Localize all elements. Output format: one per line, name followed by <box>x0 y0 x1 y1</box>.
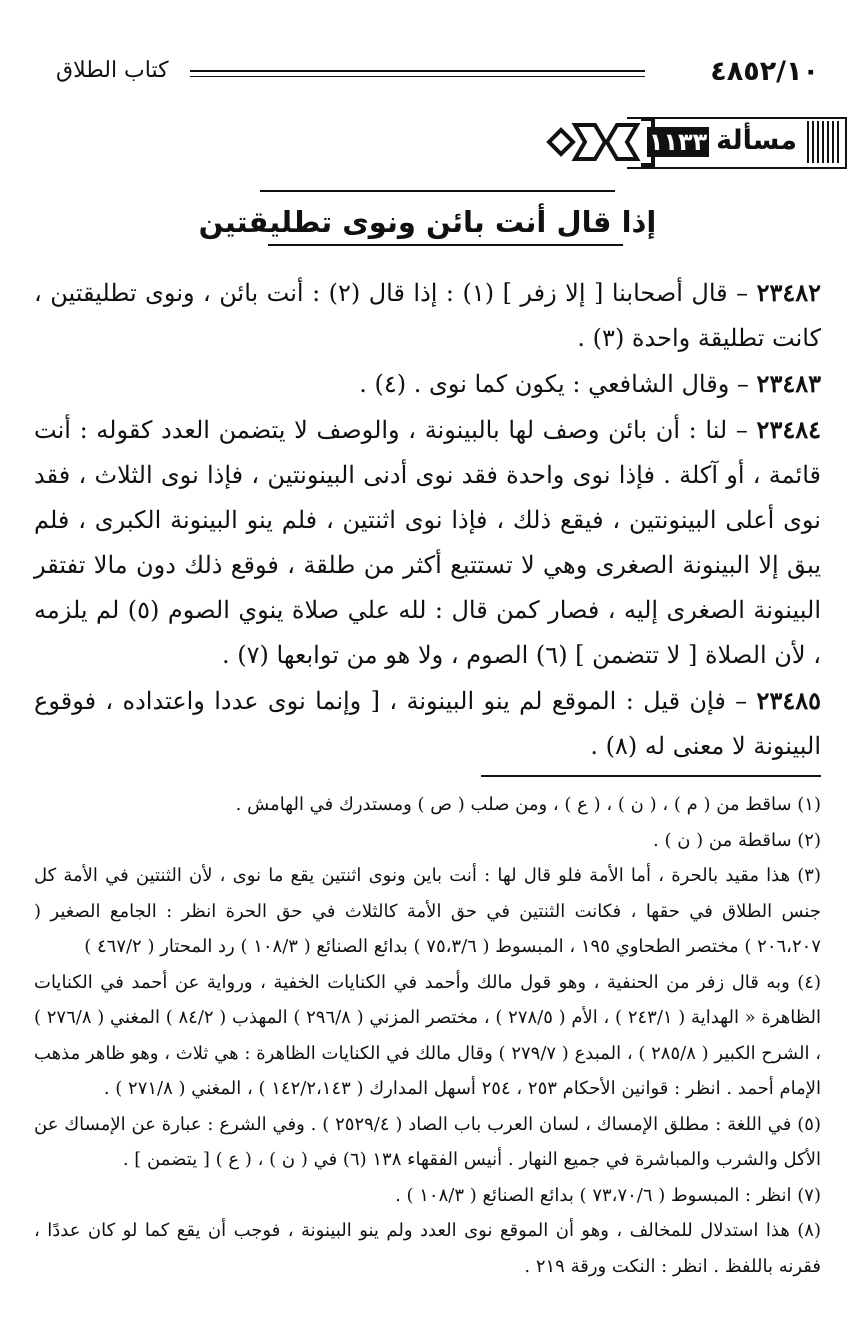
paragraph-text: – وقال الشافعي : يكون كما نوى . (٤) . <box>359 370 757 398</box>
paragraph-number: ٢٣٤٨٤ <box>756 415 821 444</box>
footnote: (٤) وبه قال زفر من الحنفية ، وهو قول مالك وأحمد في الكنايات الخفية ، ورواية عن أحمد في الكنايات الظاهرة « الهداية ( ٢٤٣/١ ) ، الأم ( ٢٧٨/٥ ) ، مختصر المزني ( ٢٩٦/٨ ) المهذب ( ٨٤/٢ ) المغني ( ٢٧٦/٨ ) ، الشرح الكبير ( ٢٨٥/٨ ) ، المبدع ( ٢٧٩/٧ ) وقال مالك في الكنايات الظاهرة : هي ثلاث ، وهو ظاهر مذهب الإمام أحمد . انظر : قوانين الأحكام ٢٥٣ ، ٢٥٤ أسهل المدارك ( ١٤٢/٢،١٤٣ ) ، المغني ( ٢٧١/٨ ) . <box>34 971 822 1099</box>
footnotes <box>34 787 821 1284</box>
paragraph <box>34 678 821 769</box>
paragraph-text: – قال أصحابنا [ إلا زفر ] (١) : إذا قال (٢) : أنت بائن ، ونوى تطليقتين ، كانت تطليقة واحدة (٣) . <box>34 279 821 352</box>
footnote: (٨) هذا استدلال للمخالف ، وهو أن الموقع نوى العدد ولم ينو البينونة ، فوجب أن يقع كما لو كان عددًا ، فقرنه باللفظ . انظر : النكت ورقة ٢١٩ . <box>34 1220 821 1277</box>
paragraph <box>34 270 821 361</box>
section-title: إذا قال أنت بائن ونوى تطليقتين <box>198 205 657 239</box>
title-rule <box>260 190 615 192</box>
paragraph-number: ٢٣٤٨٥ <box>756 686 821 715</box>
paragraph-text: – لنا : أن بائن وصف لها بالبينونة ، والوصف لا يتضمن العدد كقوله : أنت قائمة ، أو آكلة . فإذا نوى واحدة فقد نوى أدنى البينونتين ، فإذا نوى الثلاث ، فقد نوى أعلى البينونتين ، فيقع ذلك ، فإذا نوى اثنتين ، فلم ينو البينونة الكبرى ، فلم يبق إلا البينونة الصغرى وهي لا تستتبع أكثر من طلقة ، فوقع ذلك دون مالا تفتقر البينونة الصغرى إليه ، فصار كمن قال : لله علي صلاة ينوي الصوم (٥) لم يلزمه ، لأن الصلاة [ لا تتضمن ] (٦) الصوم ، ولا هو من توابعها (٧) . <box>34 416 821 669</box>
footnote-rule <box>481 775 821 777</box>
paragraph-text: – فإن قيل : الموقع لم ينو البينونة ، [ وإنما نوى عددا واعتداده ، فوقوع البينونة لا معنى له (٨) . <box>34 687 821 760</box>
paragraph-number: ٢٣٤٨٣ <box>756 369 821 398</box>
main-text <box>34 270 821 769</box>
masala-label: مسألة <box>716 125 797 156</box>
book-title: كتاب الطلاق <box>56 58 169 83</box>
masala-banner <box>547 117 847 167</box>
footnote: (٣) هذا مقيد بالحرة ، أما الأمة فلو قال لها : أنت باين ونوى اثنتين يقع ما نوى ، لأن الثنتين في الأمة كل جنس الطلاق في حقها ، فكانت الثنتين في حق الأمة كالثلاث في حق الحرة انظر : الجامع الصغير ( ٢٠٦،٢٠٧ ) مختصر الطحاوي ١٩٥ ، المبسوط ( ٧٥،٣/٦ ) بدائع الصنائع ( ١٠٨/٣ ) رد المحتار ( ٤٦٧/٢ ) <box>34 865 821 957</box>
masala-number: ١١٣٣ <box>648 128 708 156</box>
title-underline <box>268 244 623 246</box>
footnote: (١) ساقط من ( م ) ، ( ن ) ، ( ع ) ، ومن صلب ( ص ) ومستدرك في الهامش . <box>235 794 821 815</box>
paragraph <box>34 407 821 678</box>
footnote: (٧) انظر : المبسوط ( ٧٣،٧٠/٦ ) بدائع الصنائع ( ١٠٨/٣ ) . <box>395 1184 821 1206</box>
banner-bars-icon <box>807 121 839 163</box>
header-rule-thin <box>190 76 645 77</box>
footnote: (٢) ساقطة من ( ن ) . <box>653 829 821 851</box>
footnote: (٥) في اللغة : مطلق الإمساك ، لسان العرب باب الصاد ( ٢٥٢٩/٤ ) . وفي الشرع : عبارة عن الإمساك عن الأكل والشرب والمباشرة في جميع النهار . أنيس الفقهاء ١٣٨ (٦) في ( ن ) ، ( ع ) [ يتضمن ] . <box>34 1113 821 1170</box>
paragraph <box>34 361 821 407</box>
paragraph-number: ٢٣٤٨٢ <box>756 278 822 307</box>
page-number: ٤٨٥٢/١٠ <box>710 56 819 87</box>
header-rule <box>190 70 645 72</box>
